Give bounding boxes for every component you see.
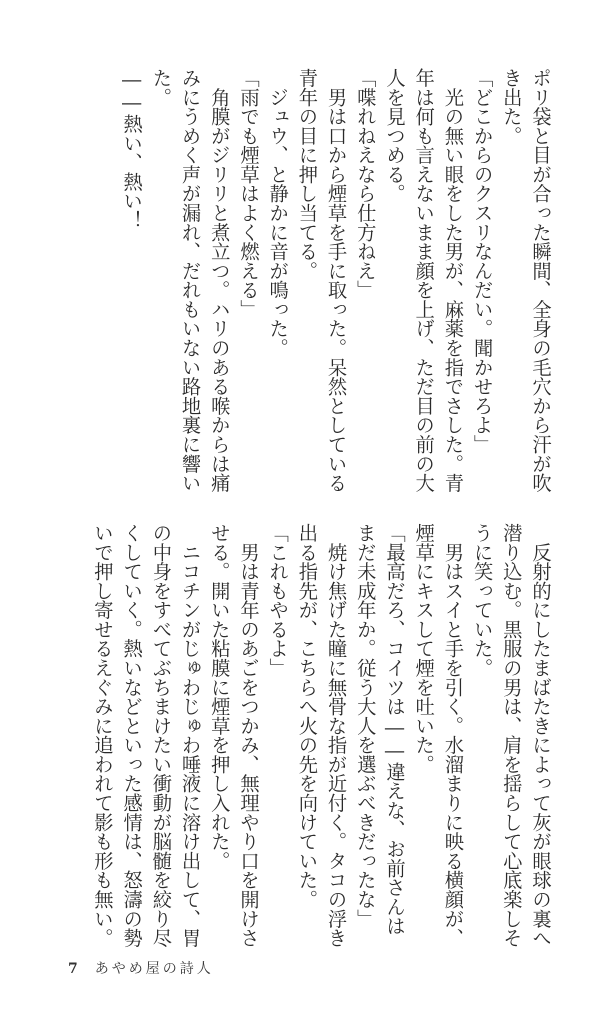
paragraph: ジュウ、と静かに音が鳴った。 [266,68,290,358]
paragraph: ――熱い、熱い！ [120,68,144,230]
paragraph: 反射的にしたまばたきによって灰が眼球の裏へ潜り込む。黒服の男は、肩を揺らして心底楽しそうに笑っていた。 [470,523,552,948]
dialogue: 「喋れねえなら仕方ねえ」 [353,68,377,300]
dialogue: 「最高だろ、コイツは――違えな、お前さんはまだ未成年か。従う大人を選ぶべきだったな」 [353,523,406,936]
paragraph: 光の無い眼をした男が、麻薬を指でさした。青年は何も言えないまま顔を上げ、ただ目の前の大人を見つめる。 [382,68,465,493]
paragraph: 男は青年のあごをつかみ、無理やり口を開けさせる。開いた粘膜に煙草を押し入れた。 [207,523,260,948]
paragraph: 焼け焦げた瞳に無骨な指が近付く。タコの浮き出る指先が、こちらへ火の先を向けていた。 [295,523,348,948]
paragraph: 男は口から煙草を手に取った。呆然としている青年の目に押し当てる。 [295,68,348,493]
page-number: 7 [68,961,81,977]
text-block-bottom [55,523,555,953]
text-block-top [55,68,555,498]
running-title: あやめ屋の詩人 [94,961,214,977]
paragraph: ポリ袋と目が合った瞬間、全身の毛穴から汗が吹き出た。 [499,68,552,493]
paragraph: ニコチンがじゅわじゅわ唾液に溶け出して、胃の中身をすべてぶちまけたい衝動が脳髄を絞り尽くしていく。熱いなどといった感情は、怒濤の勢いで押し寄せるえぐみに追われて影も形も無い。 [90,523,202,948]
paragraph: 男はスイと手を引く。水溜まりに映る横顔が、煙草にキスして煙を吐いた。 [412,523,465,948]
page-footer [68,958,214,978]
dialogue: 「雨でも煙草はよく燃える」 [236,68,260,319]
dialogue: 「どこからのクスリなんだい。聞かせろよ」 [470,68,494,454]
paragraph: 角膜がジリリと煮立つ。ハリのある喉からは痛みにうめく声が漏れ、だれもいない路地裏に響いた。 [149,68,231,493]
dialogue: 「これもやるよ」 [266,523,290,678]
